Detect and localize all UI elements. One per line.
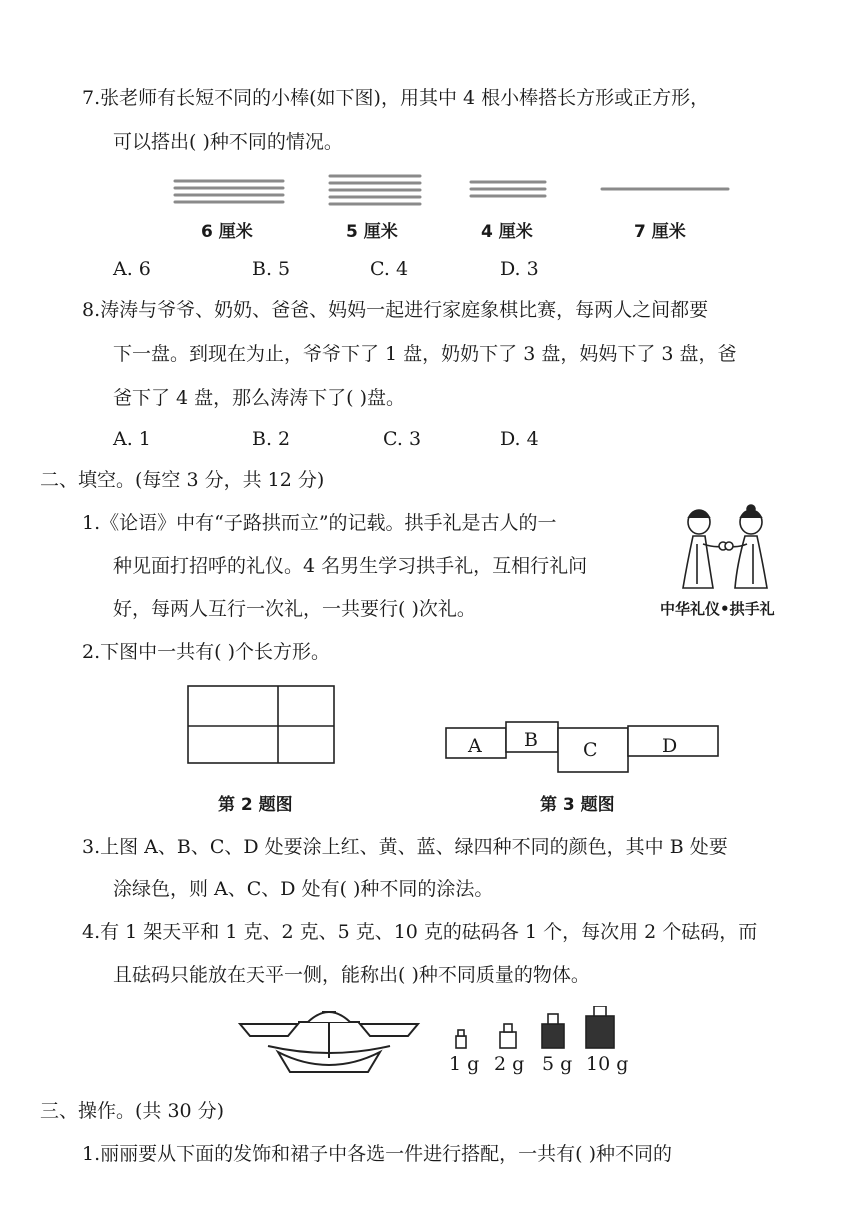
stick-group-6cm bbox=[175, 181, 283, 202]
weight-1g-icon bbox=[456, 1030, 466, 1048]
figure-3-label-b: B bbox=[524, 729, 538, 751]
q8-option-a[interactable]: A. 1 bbox=[113, 428, 151, 450]
figure-3-label-c: C bbox=[583, 739, 598, 761]
s3q1-text-line1: 1.丽丽要从下面的发饰和裙子中各选一件进行搭配，一共有( )种不同的 bbox=[82, 1143, 672, 1165]
s2q4-text-line1: 4.有 1 架天平和 1 克、2 克、5 克、10 克的砝码各 1 个，每次用 2 个砝码，而 bbox=[82, 921, 758, 943]
figure-3-label-d: D bbox=[662, 735, 678, 757]
weight-label-10g: 10 g bbox=[586, 1053, 629, 1075]
s2q3-text-line1: 3.上图 A、B、C、D 处要涂上红、黄、蓝、绿四种不同的颜色，其中 B 处要 bbox=[82, 836, 728, 858]
stick-label-7cm: 7 厘米 bbox=[634, 222, 686, 242]
figure-3-label-a: A bbox=[468, 735, 482, 757]
balance-scale-illustration bbox=[238, 1000, 428, 1080]
q8-option-d[interactable]: D. 4 bbox=[500, 428, 539, 450]
figure-3-caption: 第 3 题图 bbox=[540, 795, 615, 815]
q8-option-b[interactable]: B. 2 bbox=[252, 428, 291, 450]
weight-label-5g: 5 g bbox=[542, 1053, 573, 1075]
weight-label-2g: 2 g bbox=[494, 1053, 525, 1075]
stick-label-4cm: 4 厘米 bbox=[481, 222, 533, 242]
figure-2-rectangles bbox=[187, 685, 337, 765]
gongshou-illustration bbox=[657, 504, 807, 604]
stick-group-5cm bbox=[330, 176, 420, 204]
weights-illustration bbox=[450, 1006, 630, 1054]
gongshou-caption: 中华礼仪•拱手礼 bbox=[660, 600, 775, 618]
weight-10g-icon bbox=[586, 1006, 614, 1048]
s2q2-text-line1: 2.下图中一共有( )个长方形。 bbox=[82, 641, 330, 663]
section3-heading: 三、操作。(共 30 分) bbox=[40, 1100, 225, 1122]
q7-option-c[interactable]: C. 4 bbox=[370, 258, 409, 280]
q8-text-line1: 8.涛涛与爷爷、奶奶、爸爸、妈妈一起进行家庭象棋比赛，每两人之间都要 bbox=[82, 299, 709, 321]
q8-option-c[interactable]: C. 3 bbox=[383, 428, 422, 450]
section2-heading: 二、填空。(每空 3 分，共 12 分) bbox=[40, 469, 325, 491]
q7-text-line2: 可以搭出( )种不同的情况。 bbox=[113, 131, 343, 153]
q7-option-a[interactable]: A. 6 bbox=[113, 258, 151, 280]
s2q3-text-line2: 涂绿色，则 A、C、D 处有( )种不同的涂法。 bbox=[113, 878, 494, 900]
q7-sticks-figure bbox=[0, 170, 860, 240]
stick-group-4cm bbox=[471, 182, 545, 196]
weight-2g-icon bbox=[500, 1024, 516, 1048]
q7-option-d[interactable]: D. 3 bbox=[500, 258, 539, 280]
s2q4-text-line2: 且砝码只能放在天平一侧，能称出( )种不同质量的物体。 bbox=[113, 964, 590, 986]
stick-label-6cm: 6 厘米 bbox=[201, 222, 253, 242]
stick-label-5cm: 5 厘米 bbox=[346, 222, 398, 242]
q7-option-b[interactable]: B. 5 bbox=[252, 258, 291, 280]
q7-text-line1: 7.张老师有长短不同的小棒(如下图)，用其中 4 根小棒搭长方形或正方形， bbox=[82, 87, 710, 109]
figure-2-caption: 第 2 题图 bbox=[218, 795, 293, 815]
s2q1-text-line2: 种见面打招呼的礼仪。4 名男生学习拱手礼，互相行礼问 bbox=[113, 555, 588, 577]
weight-label-1g: 1 g bbox=[449, 1053, 480, 1075]
q8-text-line3: 爸下了 4 盘，那么涛涛下了( )盘。 bbox=[113, 387, 406, 409]
q8-text-line2: 下一盘。到现在为止，爷爷下了 1 盘，奶奶下了 3 盘，妈妈下了 3 盘，爸 bbox=[113, 343, 737, 365]
s2q1-text-line1: 1.《论语》中有“子路拱而立”的记载。拱手礼是古人的一 bbox=[82, 512, 557, 534]
weight-5g-icon bbox=[542, 1014, 564, 1048]
s2q1-text-line3: 好，每两人互行一次礼，一共要行( )次礼。 bbox=[113, 598, 476, 620]
